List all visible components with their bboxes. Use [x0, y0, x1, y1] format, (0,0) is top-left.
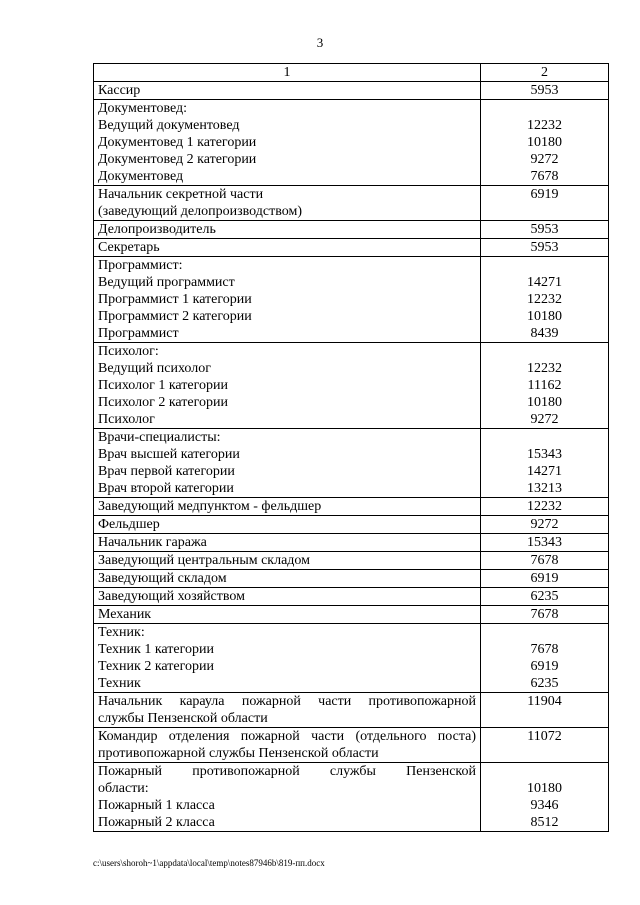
- position-cell: [94, 606, 481, 624]
- position-name: (заведующий делопроизводством): [98, 204, 302, 219]
- salary-value: 8512: [530, 815, 559, 830]
- salary-value: 9272: [530, 412, 559, 427]
- salary-cell: [481, 570, 609, 588]
- position-name: Пожарный 2 класса: [98, 815, 215, 830]
- salary-value: 6919: [530, 571, 559, 586]
- salary-cell: [481, 498, 609, 516]
- table-row: [94, 588, 609, 606]
- salary-cell: [481, 343, 609, 429]
- salary-value: 7678: [530, 642, 559, 657]
- salary-value: [485, 203, 604, 220]
- position-name: Врач второй категории: [98, 481, 234, 496]
- table-row: [94, 552, 609, 570]
- table-row: [94, 693, 609, 728]
- salary-cell: [481, 552, 609, 570]
- salary-value: 5953: [530, 222, 559, 237]
- position-cell: [94, 100, 481, 186]
- salary-cell: [481, 257, 609, 343]
- salary-value: 11072: [527, 729, 562, 744]
- position-cell: [94, 257, 481, 343]
- position-name: Кассир: [98, 83, 141, 98]
- position-cell: [94, 221, 481, 239]
- position-name: Заведующий медпунктом - фельдшер: [98, 499, 322, 514]
- position-name: Заведующий складом: [98, 571, 227, 586]
- position-name: Начальник гаража: [98, 535, 207, 550]
- position-cell: [94, 239, 481, 257]
- position-name: Врач первой категории: [98, 464, 235, 479]
- position-name: Психолог 1 категории: [98, 378, 228, 393]
- salary-cell: [481, 588, 609, 606]
- position-cell: [94, 588, 481, 606]
- position-name: Ведущий документовед: [98, 118, 240, 133]
- salary-cell: [481, 693, 609, 728]
- table-row: [94, 82, 609, 100]
- salary-value: 12232: [527, 499, 562, 514]
- position-name: Ведущий программист: [98, 275, 235, 290]
- file-path-footer: c:\users\shoroh~1\appdata\local\temp\notes87946b\819-пп.docx: [93, 858, 325, 868]
- position-name: службы Пензенской области: [98, 711, 268, 726]
- salary-value: 6235: [530, 589, 559, 604]
- salary-value: 5953: [530, 240, 559, 255]
- table-row: [94, 763, 609, 832]
- table-row: [94, 239, 609, 257]
- salary-value: 6919: [530, 659, 559, 674]
- position-cell: [94, 570, 481, 588]
- salary-table: [93, 63, 609, 832]
- position-name: Техник 1 категории: [98, 642, 214, 657]
- position-name: Программист:: [98, 258, 183, 273]
- position-cell: [94, 82, 481, 100]
- position-name: Техник: [98, 676, 141, 691]
- position-name: Документовед: [98, 169, 184, 184]
- position-cell: [94, 624, 481, 693]
- salary-value: [485, 745, 604, 762]
- table-row: [94, 100, 609, 186]
- table-row: [94, 429, 609, 498]
- salary-cell: [481, 221, 609, 239]
- table-row: [94, 606, 609, 624]
- salary-value: 10180: [527, 135, 562, 150]
- position-name: Фельдшер: [98, 517, 160, 532]
- position-cell: [94, 498, 481, 516]
- salary-value: 7678: [530, 169, 559, 184]
- table-row: [94, 516, 609, 534]
- salary-cell: [481, 82, 609, 100]
- position-name: Начальник секретной части: [98, 187, 264, 202]
- salary-value: 12232: [527, 118, 562, 133]
- position-name: Документовед 2 категории: [98, 152, 257, 167]
- salary-cell: [481, 606, 609, 624]
- position-name: Механик: [98, 607, 152, 622]
- position-cell: [94, 429, 481, 498]
- salary-value: 15343: [527, 447, 562, 462]
- position-name: Заведующий хозяйством: [98, 589, 245, 604]
- table-row: [94, 570, 609, 588]
- salary-value: 12232: [527, 361, 562, 376]
- position-name: Начальник караула пожарной части противопожарной: [98, 694, 476, 709]
- salary-value: 11904: [527, 694, 562, 709]
- position-name: области:: [98, 781, 149, 796]
- salary-value: 14271: [527, 464, 562, 479]
- position-cell: [94, 516, 481, 534]
- salary-value: 14271: [527, 275, 562, 290]
- table-row: [94, 257, 609, 343]
- salary-cell: [481, 239, 609, 257]
- position-name: Психолог: [98, 412, 155, 427]
- salary-value: 6919: [530, 187, 559, 202]
- position-cell: [94, 343, 481, 429]
- position-name: Секретарь: [98, 240, 160, 255]
- position-cell: [94, 693, 481, 728]
- salary-value: 10180: [527, 395, 562, 410]
- salary-value: [485, 100, 604, 117]
- salary-value: 8439: [530, 326, 559, 341]
- position-name: Программист 2 категории: [98, 309, 252, 324]
- table-row: [94, 534, 609, 552]
- salary-cell: [481, 624, 609, 693]
- salary-value: 5953: [530, 83, 559, 98]
- position-name: Делопроизводитель: [98, 222, 216, 237]
- position-name: Программист: [98, 326, 179, 341]
- salary-cell: [481, 728, 609, 763]
- salary-value: 9346: [530, 798, 559, 813]
- position-cell: [94, 534, 481, 552]
- position-name: Пожарный противопожарной службы Пензенской: [98, 764, 476, 779]
- salary-value: 9272: [530, 152, 559, 167]
- salary-cell: [481, 429, 609, 498]
- column-header-1: 1: [94, 64, 481, 82]
- position-name: Ведущий психолог: [98, 361, 211, 376]
- table-row: [94, 186, 609, 221]
- salary-value: 7678: [530, 553, 559, 568]
- position-name: Техник 2 категории: [98, 659, 214, 674]
- table-row: [94, 498, 609, 516]
- salary-value: [485, 429, 604, 446]
- position-cell: [94, 728, 481, 763]
- position-name: Документовед 1 категории: [98, 135, 257, 150]
- position-cell: [94, 763, 481, 832]
- table-header-row: [94, 64, 609, 82]
- position-name: Техник:: [98, 625, 145, 640]
- salary-cell: [481, 516, 609, 534]
- salary-cell: [481, 534, 609, 552]
- position-cell: [94, 552, 481, 570]
- page-number: 3: [316, 35, 324, 50]
- table-row: [94, 624, 609, 693]
- salary-value: [485, 763, 604, 780]
- salary-cell: [481, 186, 609, 221]
- salary-value: 6235: [530, 676, 559, 691]
- salary-cell: [481, 763, 609, 832]
- salary-value: 15343: [527, 535, 562, 550]
- position-name: Психолог 2 категории: [98, 395, 228, 410]
- salary-value: 13213: [527, 481, 562, 496]
- position-name: Пожарный 1 класса: [98, 798, 215, 813]
- salary-value: 7678: [530, 607, 559, 622]
- position-name: противопожарной службы Пензенской области: [98, 746, 379, 761]
- table-row: [94, 728, 609, 763]
- position-name: Психолог:: [98, 344, 159, 359]
- position-cell: [94, 186, 481, 221]
- column-header-2: 2: [481, 64, 609, 82]
- salary-value: [485, 710, 604, 727]
- salary-value: 10180: [527, 309, 562, 324]
- salary-value: 9272: [530, 517, 559, 532]
- salary-value: [485, 624, 604, 641]
- salary-value: [485, 257, 604, 274]
- table-row: [94, 343, 609, 429]
- position-name: Командир отделения пожарной части (отдельного поста): [98, 729, 476, 744]
- salary-value: 10180: [527, 781, 562, 796]
- position-name: Заведующий центральным складом: [98, 553, 311, 568]
- salary-value: 11162: [527, 378, 562, 393]
- position-name: Врач высшей категории: [98, 447, 240, 462]
- salary-value: [485, 343, 604, 360]
- salary-value: 12232: [527, 292, 562, 307]
- position-name: Документовед:: [98, 101, 188, 116]
- salary-cell: [481, 100, 609, 186]
- table-row: [94, 221, 609, 239]
- position-name: Врачи-специалисты:: [98, 430, 221, 445]
- position-name: Программист 1 категории: [98, 292, 252, 307]
